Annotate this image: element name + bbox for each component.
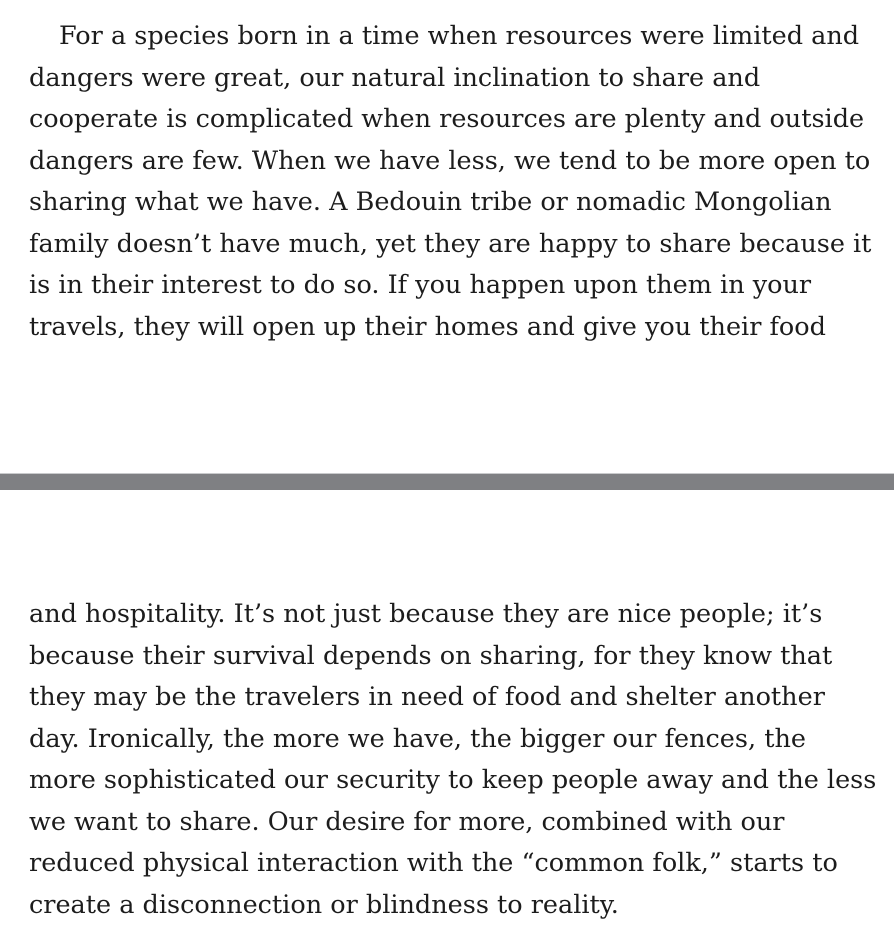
- text-line: more sophisticated our security to keep people away and the less: [29, 765, 877, 795]
- page-top-text: [29, 16, 879, 348]
- text-line: dangers were great, our natural inclination to share and: [29, 62, 761, 93]
- text-line: we want to share. Our desire for more, combined with our: [29, 806, 785, 837]
- text-line: and hospitality. It’s not just because they are nice people; it’s: [29, 599, 823, 629]
- text-line: create a disconnection or blindness to reality.: [29, 889, 619, 920]
- text-line: is in their interest to do so. If you happen upon them in your: [29, 270, 812, 300]
- text-line: because their survival depends on sharing, for they know that: [29, 640, 833, 671]
- text-line: For a species born in a time when resources were limited and: [59, 21, 860, 51]
- page-separator: [0, 473, 894, 490]
- text-line: travels, they will open up their homes and give you their food: [29, 311, 826, 342]
- page-bottom-text: [29, 594, 879, 926]
- text-line: family doesn’t have much, yet they are happy to share because it: [29, 228, 872, 259]
- text-line: cooperate is complicated when resources are plenty and outside: [29, 104, 865, 134]
- text-line: reduced physical interaction with the “common folk,” starts to: [29, 848, 838, 878]
- text-line: sharing what we have. A Bedouin tribe or nomadic Mongolian: [29, 187, 832, 217]
- text-line: day. Ironically, the more we have, the bigger our fences, the: [29, 723, 806, 754]
- text-line: dangers are few. When we have less, we tend to be more open to: [29, 145, 871, 176]
- text-line: they may be the travelers in need of food and shelter another: [29, 682, 825, 712]
